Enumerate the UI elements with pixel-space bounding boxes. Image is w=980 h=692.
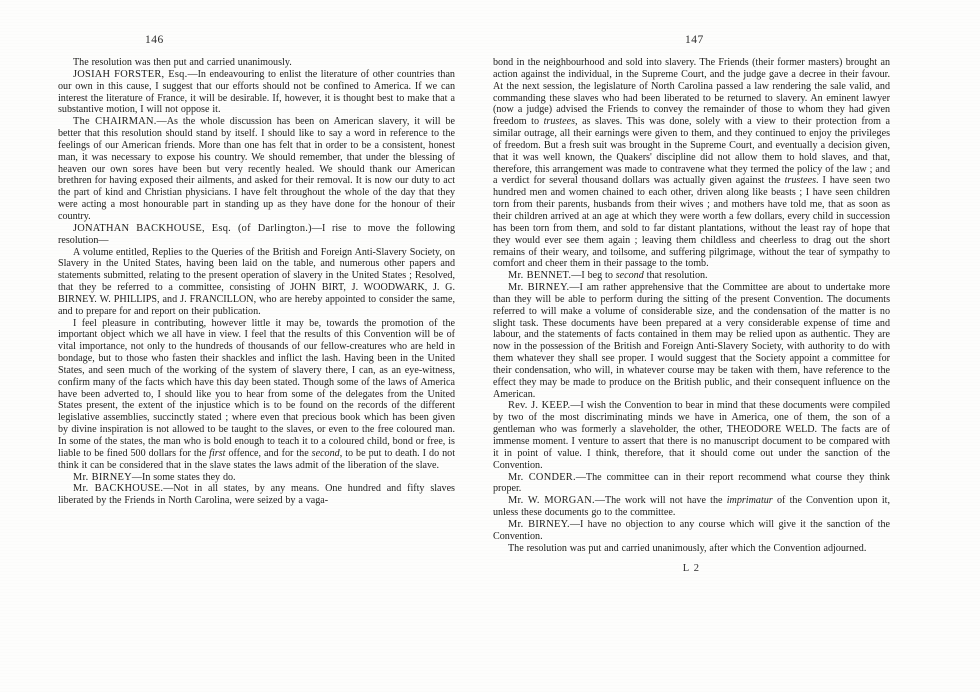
- right-page-column: [493, 57, 890, 574]
- speaker-name: The CHAIRMAN.: [73, 116, 157, 128]
- paragraph-final-resolution: The resolution was put and carried unanimously, after which the Convention adjourned.: [508, 542, 867, 554]
- paragraph-speaker-bennet: Mr. BENNET.—I beg to second that resolution.: [508, 270, 708, 282]
- folio-left: 146: [145, 34, 164, 46]
- speaker-name: Mr. BIRNEY: [73, 471, 132, 483]
- text-columns: [0, 57, 980, 574]
- paragraph-speaker-birney-no-objection: Mr. BIRNEY.—I have no objection to any course which will give it the sanction of the Convention.: [493, 518, 890, 542]
- paragraph-resolution-text: A volume entitled, Replies to the Queries of the British and Foreign Anti-Slavery Society, on Slavery in the United States, having been laid on the table, and numerous other papers and statements submitted, relating to the present operation of slavery in the United States ; Resolved, that they be referred to a committee, consisting of JOHN BIRT, J. WOODWARK, J. G. BIRNEY. W. PHILLIPS, and J. FRANCILLON, who are hereby appointed to consider the same, and to prepare for and report on their publication.: [58, 246, 455, 317]
- paragraph-backhouse-speech: I feel pleasure in contributing, however little it may be, towards the promotion of the important object which we all have in view. I feel that the results of this Convention will be of vital importance, not only to the hundreds of thousands of our fellow-creatures who are held in bondage, but to those who fasten their shackles and inflict the lash. Having been in the United States, and seen much of the working of the system of slavery there, I can, as an eye-witness, confirm many of the facts which have this day been stated. Though some of the laws of America have been adverted to, I should like you to hear from some of the delegates from the United States present, the extent of the injustice which is to be found on the records of the different legislative assemblies, succinctly stated ; where even that precious book which has been given by divine inspiration is not allowed to be taught to the slaves, or even to the free coloured man. In some of the states, the man who is bold enough to teach it to a coloured child, bond or free, is liable to be fined 500 dollars for the first offence, and for the second, to be put to death. I do not think it can be considered that in the slave states the laws admit of the liberation of the slave.: [58, 317, 455, 471]
- italic-word: second: [311, 447, 340, 459]
- italic-word: trustees: [784, 175, 817, 187]
- folio-right: 147: [685, 34, 704, 46]
- paragraph: The resolution was then put and carried unanimously.: [73, 57, 292, 68]
- left-page-column: [58, 57, 455, 507]
- speaker-name: Mr. BIRNEY.: [508, 518, 570, 530]
- paragraph-backhouse-continued: bond in the neighbourhood and sold into slavery. The Friends (their former masters) brought an action against the individual, in the Supreme Court, and the judge gave a decree in their favour. At the next session, the legislature of North Carolina passed a law rendering the sale valid, and commanding these slaves who had been liberated to be returned to slavery. An eminent lawyer (now a judge) advised the Friends to convey the remainder of those to whom they had given freedom to trustees, as slaves. This was done, solely with a view to their protection from a similar outrage, all their earnings were given to them, and they continued to enjoy the privileges of freedom. But a fresh suit was brought in the Supreme Court, and eventually a decision given, that it was well known, the Quakers' discipline did not allow them to hold slaves, and that, therefore, this arrangement was made to contravene what they termed the policy of the law ; and a verdict for several thousand dollars was actually given against the trustees. I have seen two hundred men and women chained to each other, driven along like beasts ; I have seen children torn from their parents, husbands from their wives ; and mothers have told me, that as soon as their children arrived at an age at which they were worth a few dollars, every child in succession has been torn from them, and sold to far distant plantations, without the least ray of hope that they would ever see them again ; leaving them childless and cheerless to drag out the short remains of their weary, and toilsome, and suffering pilgrimage, without the tear of sympathy to comfort and cheer them in their passage to the tomb.: [493, 57, 890, 270]
- paragraph-speaker-chairman: The CHAIRMAN.—As the whole discussion has been on American slavery, it will be better that this resolution should stand by itself. I should like to say a word in reference to the feelings of our American friends. More than one has felt that in order to be a consistent, honest man, it was necessary to expose his country. We should remember, that under the blessing of heaven our own sores have been but very recently healed. We should thank our American brethren for having exposed their ailments, and asked for their removal. It is now our duty to act the part of kind and Christian physicians. I have felt throughout the whole of the day that they were acting a most honourable part in standing up as they have done for the honour of their country.: [58, 116, 455, 222]
- italic-word: trustees: [543, 116, 575, 128]
- page-headers: [0, 34, 980, 52]
- speaker-name: JONATHAN BACKHOUSE, Esq. (of Darlington.): [73, 222, 312, 234]
- signature-mark: L 2: [682, 563, 701, 575]
- speaker-name: Mr. W. MORGAN.: [508, 495, 595, 507]
- italic-word: second: [615, 270, 644, 282]
- paragraph-speaker-jonathan-backhouse: JONATHAN BACKHOUSE, Esq. (of Darlington.)—I rise to move the following resolution—: [58, 222, 455, 246]
- italic-word: first: [209, 447, 226, 459]
- paragraph-speaker-conder: Mr. CONDER.—The committee can in their report recommend what course they think proper.: [493, 471, 890, 495]
- speaker-name: Mr. CONDER.: [508, 471, 576, 483]
- speaker-name: Rev. J. KEEP.: [508, 400, 571, 412]
- paragraph-speaker-morgan: Mr. W. MORGAN.—The work will not have the imprimatur of the Convention upon it, unless these documents go to the committee.: [493, 495, 891, 519]
- paragraph-speaker-birney-reply: Mr. BIRNEY—In some states they do.: [73, 471, 236, 483]
- speaker-name: Mr. BACKHOUSE.: [73, 483, 164, 495]
- italic-word: imprimatur: [726, 495, 773, 507]
- paragraph-speaker-birney-apprehensive: Mr. BIRNEY.—I am rather apprehensive that the Committee are about to undertake more than they will be able to perform during the sitting of the present Convention. The documents referred to will make a volume of considerable size, and the condensation of the matter is no slight task. These documents have been prepared at a very considerable expense of time and labour, and the statements of facts contained in them may be relied upon as authentic. They are now in the possession of the British and Foreign Anti-Slavery Society, with authority to do with them whatever they shall see proper. I would suggest that the Society appoint a committee for their condensation, who will, in whatever course may be taken with them, have reference to the effect they may be made to produce on the British public, and their consequent influence on the American.: [493, 282, 890, 400]
- paragraph-speaker-josiah-forster: JOSIAH FORSTER, Esq.—In endeavouring to enlist the literature of other countries than our own in this cause, I suggest that our efforts should not be confined to America. If we can interest the literature of France, it will be desirable. If, however, it is thought best to make that a substantive motion, I will not oppose it.: [58, 68, 455, 116]
- speaker-name: JOSIAH FORSTER, Esq.: [73, 68, 188, 80]
- paragraph-speaker-rev-keep: Rev. J. KEEP.—I wish the Convention to bear in mind that these documents were compiled by two of the most discriminating minds we have in America, one of them, the son of a gentleman who was formerly a slaveholder, the other, THEODORE WELD. The facts are of immense moment. I venture to assert that there is no manuscript document to be compared with it in point of value. I think, therefore, that it should come out under the sanction of the Convention.: [493, 400, 890, 471]
- speaker-name: Mr. BIRNEY.: [508, 282, 570, 294]
- speaker-name: Mr. BENNET.: [508, 270, 572, 282]
- paragraph-speaker-backhouse-reply: Mr. BACKHOUSE.—Not in all states, by any means. One hundred and fifty slaves liberated by the Friends in North Carolina, were seized by a vaga-: [58, 483, 455, 507]
